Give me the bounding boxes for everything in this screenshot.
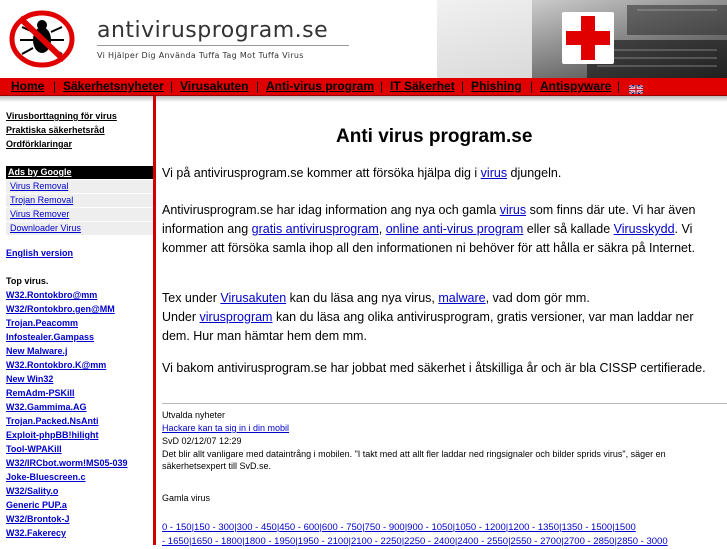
text: eller så kallade (523, 222, 614, 236)
top-virus-link[interactable]: New Malware.j (6, 346, 68, 356)
nav-it-sakerhet[interactable]: IT Säkerhet (390, 79, 455, 93)
online-anti-virus-program-link[interactable]: online anti-virus program (385, 222, 524, 236)
no-bug-logo-icon[interactable] (8, 10, 76, 68)
sidebar-link-ordforklaringar[interactable]: Ordförklaringar (6, 139, 73, 149)
top-virus-link[interactable]: Joke-Bluescreen.c (6, 472, 86, 482)
site-tagline: Vi Hjälper Dig Använda Tuffa Tag Mot Tuffa Virus (97, 51, 304, 60)
nav-separator: | (53, 79, 57, 93)
text: Under (162, 310, 200, 324)
top-virus-heading: Top virus. (6, 276, 49, 286)
ad-item[interactable] (6, 194, 153, 208)
text: , vad dom gör mm. (485, 291, 590, 305)
sidebar (0, 100, 153, 545)
nav-antispyware[interactable]: Antispyware (540, 79, 612, 93)
virusakuten-link[interactable]: Virusakuten (220, 291, 287, 305)
virus-range-link[interactable]: 2100 - 2250 (350, 536, 402, 547)
top-virus-link[interactable]: RemAdm-PSKill (6, 388, 75, 398)
ad-link[interactable]: Virus Remover (10, 209, 70, 219)
about-paragraph: Vi bakom antivirusprogram.se har jobbat med säkerhet i åtskilliga år och är bla CISSP certifierade. (162, 361, 706, 375)
top-virus-link[interactable]: W32.Gammima.AG (6, 402, 87, 412)
virus-range-link[interactable]: 150 - 300 (194, 522, 235, 533)
top-virus-link[interactable]: Trojan.Peacomm (6, 318, 79, 328)
english-version-link[interactable]: English version (6, 248, 74, 258)
nav-separator: | (530, 79, 534, 93)
virus-range-link[interactable]: 450 - 600 (279, 522, 320, 533)
virusprogram-link[interactable]: virusprogram (199, 310, 273, 324)
example-paragraph (162, 289, 720, 346)
nav-phishing[interactable]: Phishing (471, 79, 522, 93)
page-title: Anti virus program.se (336, 126, 533, 147)
ad-item[interactable] (6, 208, 153, 222)
top-virus-link[interactable]: W32.Rontokbro@mm (6, 290, 98, 300)
info-paragraph (162, 201, 720, 258)
top-virus-link[interactable]: W32.Rontokbro.K@mm (6, 360, 107, 370)
ad-item[interactable] (6, 222, 153, 236)
nav-anti-virus-program[interactable]: Anti-virus program (266, 79, 375, 93)
top-virus-link[interactable]: W32/Rontokbro.gen@MM (6, 304, 115, 314)
top-virus-link[interactable]: W32.Fakerecy (6, 528, 67, 538)
circuit-board-photo (437, 0, 727, 78)
news-headline (162, 422, 289, 434)
sidebar-divider (153, 96, 156, 545)
nav-separator: | (170, 79, 174, 93)
virusskydd-link[interactable]: Virusskydd (613, 222, 675, 236)
section-divider (162, 403, 727, 404)
virus-range-link[interactable]: 1050 - 1200 (455, 522, 506, 533)
text: , (378, 222, 386, 236)
uk-flag-icon[interactable] (629, 81, 643, 90)
virus-link[interactable]: virus (480, 166, 508, 180)
ads-by-google-text[interactable]: Ads by Google (8, 167, 72, 177)
virus-range-link[interactable]: 1650 - 1800 (191, 536, 243, 547)
virus-range-link[interactable]: - 1650 (162, 536, 189, 547)
virus-range-link[interactable]: 2250 - 2400 (404, 536, 455, 547)
news-dateline: SvD 02/12/07 12:29 (162, 436, 242, 446)
top-virus-link[interactable]: Trojan.Packed.NsAnti (6, 416, 99, 426)
top-virus-link[interactable]: Tool-WPAKill (6, 444, 62, 454)
virus-range-link[interactable]: 2850 - 3000 (616, 536, 668, 547)
virus-range-link[interactable]: 900 - 1050 (407, 522, 453, 533)
virus-range-link[interactable]: 1200 - 1350 (508, 522, 559, 533)
sidebar-link-virusborttagning[interactable]: Virusborttagning för virus (6, 111, 117, 121)
top-virus-link[interactable]: W32/IRCbot.worm!MS05-039 (6, 458, 128, 468)
main-content (162, 100, 727, 545)
ads-by-google-label[interactable] (6, 166, 153, 179)
nav-home[interactable]: Home (11, 79, 45, 93)
nav-separator: | (380, 79, 384, 93)
text: Antivirusprogram.se har idag information ang nya och gamla (162, 203, 500, 217)
old-virus-heading: Gamla virus (162, 493, 211, 503)
site-title: antivirusprogram.se (97, 18, 329, 43)
virus-range-link[interactable]: 1950 - 2100 (297, 536, 349, 547)
text: Tex under (162, 291, 221, 305)
news-body: Det blir allt vanligare med dataintrång i mobilen. "I takt med att allt fler laddar ned ringsignaler och bilder sprids virus", säger en säkerhetsexpert till SvD.se. (162, 449, 666, 471)
text: Vi på antivirusprogram.se kommer att försöka hjälpa dig i (162, 166, 481, 180)
virus-range-link[interactable]: 750 - 900 (364, 522, 405, 533)
text: som finns där ute. Vi har även information ang (162, 203, 696, 236)
news-heading: Utvalda nyheter (162, 410, 226, 420)
top-virus-link[interactable]: New Win32 (6, 374, 54, 384)
nav-separator: | (617, 79, 621, 93)
nav-separator: | (461, 79, 465, 93)
nav-virusakuten[interactable]: Virusakuten (180, 79, 249, 93)
top-virus-link[interactable]: Infostealer.Gampass (6, 332, 95, 342)
ad-link[interactable]: Trojan Removal (10, 195, 74, 205)
virus-range-link[interactable]: 0 - 150 (162, 522, 192, 533)
text: djungeln. (507, 166, 562, 180)
virus-range-link[interactable]: 600 - 750 (321, 522, 363, 533)
top-virus-link[interactable]: W32/Sality.o (6, 486, 59, 496)
text: kan du läsa ang nya virus, (286, 291, 439, 305)
site-header (0, 0, 727, 78)
gratis-antivirusprogram-link[interactable]: gratis antivirusprogram (251, 222, 379, 236)
ad-item[interactable] (6, 180, 153, 194)
virus-range-link[interactable]: 1350 - 1500 (561, 522, 613, 533)
text: . Vi kommer att försöka samla ihop all den informationen ni behöver för att hålla er säkra på Internet. (162, 222, 695, 255)
virus-link[interactable]: virus (499, 203, 527, 217)
top-virus-link[interactable]: Generic PUP.a (6, 500, 67, 510)
title-divider (97, 45, 349, 46)
malware-link[interactable]: malware (438, 291, 486, 305)
nav-sakerhetsnyheter[interactable]: Säkerhetsnyheter (63, 79, 164, 93)
intro-paragraph (162, 164, 720, 183)
news-headline-link[interactable]: Hackare kan ta sig in i din mobil (162, 423, 290, 433)
text: kan du läsa ang olika antivirusprogram, gratis versioner, var man laddar ner dem. Hur man hämtar hem dem mm. (162, 310, 694, 343)
ad-link[interactable]: Downloader Virus (10, 223, 81, 233)
virus-range-link[interactable]: 1800 - 1950 (244, 536, 296, 547)
virus-range-link[interactable]: 1500 (614, 522, 636, 533)
sidebar-link-sakerhetsrad[interactable]: Praktiska säkerhetsråd (6, 125, 105, 135)
virus-range-link[interactable]: 2550 - 2700 (510, 536, 562, 547)
main-navigation (0, 78, 727, 96)
virus-range-pagination: 0 - 150|150 - 300|300 - 450|450 - 600|600 - 750|750 - 900|900 - 1050|1050 - 1200|1200 - 1350|1350 - 1500|1500 - 1650|1650 - 1800|1800 - 1950|1950 - 2100|2100 - 2250|2250 - 2400|2400 - 2550|2550 - 2700|2700 - 2850|2850 - 3000 (162, 522, 668, 547)
top-virus-link[interactable]: W32/Brontok-J (6, 514, 70, 524)
ad-link[interactable]: Virus Removal (10, 181, 69, 191)
virus-range-link[interactable]: 300 - 450 (236, 522, 277, 533)
top-virus-link[interactable]: Exploit-phpBB!hilight (6, 430, 99, 440)
virus-range-link[interactable]: 2400 - 2550 (457, 536, 509, 547)
virus-range-link[interactable]: 2700 - 2850 (563, 536, 615, 547)
nav-separator: | (256, 79, 260, 93)
